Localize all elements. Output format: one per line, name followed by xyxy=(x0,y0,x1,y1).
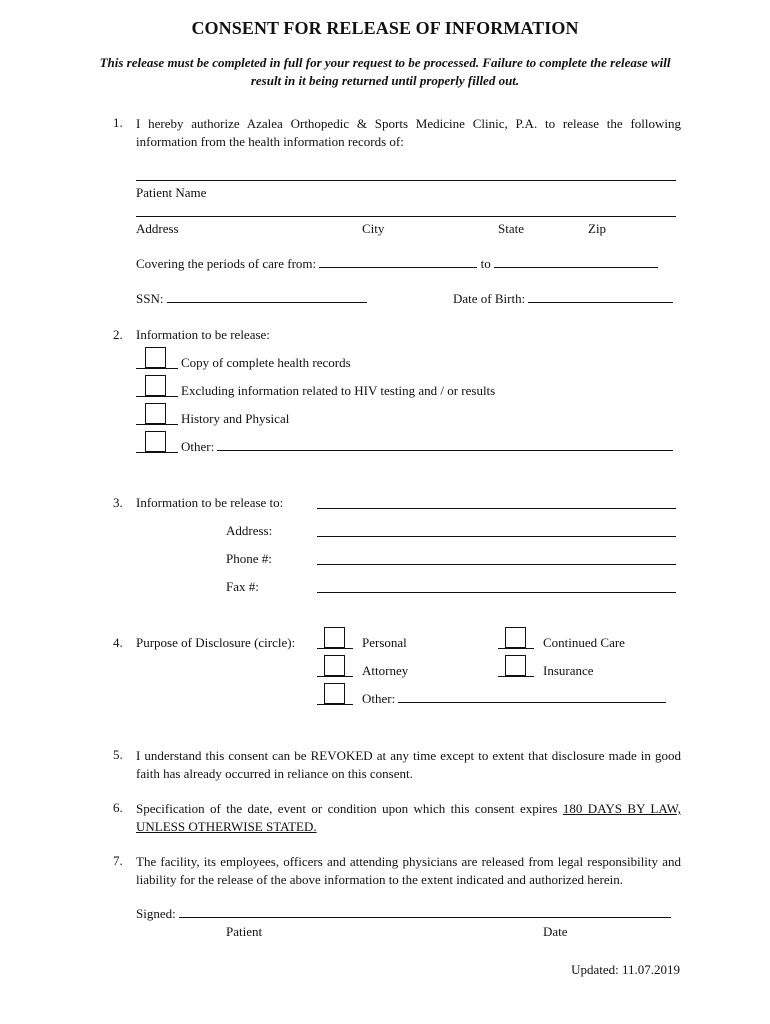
updated-date: Updated: 11.07.2019 xyxy=(571,962,680,977)
section-5-text: I understand this consent can be REVOKED at any time except to extent that disclosure made in good faith has already occurred in reliance on this consent. xyxy=(136,748,681,781)
ssn-label: SSN: xyxy=(136,291,164,306)
option-line xyxy=(136,368,178,369)
recipient-label: Information to be release to: xyxy=(136,495,284,510)
section-7-number: 7. xyxy=(113,853,123,868)
address-label: Address xyxy=(136,221,179,236)
purpose-personal-checkbox[interactable] xyxy=(324,627,345,648)
signature-date-label: Date xyxy=(543,924,568,939)
patient-name-label: Patient Name xyxy=(136,185,207,200)
recipient-name-field[interactable] xyxy=(317,508,676,509)
purpose-attorney-label: Attorney xyxy=(362,663,409,678)
option-other-label: Other: xyxy=(181,439,215,454)
care-period-to-label: to xyxy=(480,256,491,271)
ssn-field[interactable] xyxy=(167,291,367,303)
section-5-number: 5. xyxy=(113,747,123,762)
state-label: State xyxy=(498,221,524,236)
purpose-line xyxy=(498,676,534,677)
option-complete-records-checkbox[interactable] xyxy=(145,347,166,368)
address-line[interactable] xyxy=(136,216,676,217)
signature-field[interactable] xyxy=(179,906,671,918)
signature-row xyxy=(136,906,671,922)
recipient-phone-label: Phone #: xyxy=(226,551,272,566)
purpose-other-field[interactable] xyxy=(398,691,666,703)
zip-label: Zip xyxy=(588,221,607,236)
dob-row xyxy=(453,291,673,307)
option-history-physical-label: History and Physical xyxy=(181,411,290,426)
recipient-address-label: Address: xyxy=(226,523,273,538)
purpose-insurance-label: Insurance xyxy=(543,663,594,678)
purpose-other-label: Other: xyxy=(362,691,396,706)
recipient-fax-label: Fax #: xyxy=(226,579,259,594)
section-2-number: 2. xyxy=(113,327,123,342)
section-4-number: 4. xyxy=(113,635,123,650)
recipient-phone-field[interactable] xyxy=(317,564,676,565)
purpose-line xyxy=(317,676,353,677)
expiration-term: 180 DAYS BY LAW, xyxy=(562,801,681,816)
section-2-label: Information to be release: xyxy=(136,327,270,342)
signed-label: Signed: xyxy=(136,906,176,921)
option-history-physical-checkbox[interactable] xyxy=(145,403,166,424)
purpose-other-row xyxy=(362,691,666,707)
option-line xyxy=(136,424,178,425)
option-excluding-hiv-checkbox[interactable] xyxy=(145,375,166,396)
document-title: CONSENT FOR RELEASE OF INFORMATION xyxy=(191,18,579,38)
care-period-from-field[interactable] xyxy=(319,256,477,268)
recipient-address-field[interactable] xyxy=(317,536,676,537)
purpose-continued-care-checkbox[interactable] xyxy=(505,627,526,648)
option-excluding-hiv-label: Excluding information related to HIV testing and / or results xyxy=(181,383,496,398)
purpose-personal-label: Personal xyxy=(362,635,407,650)
section-6-text xyxy=(136,800,681,836)
patient-name-line[interactable] xyxy=(136,180,676,181)
completion-notice: This release must be completed in full for your request to be processed. Failure to complete the release will result in it being returned until properly filled out. xyxy=(99,55,671,88)
ssn-row xyxy=(136,291,367,307)
purpose-attorney-checkbox[interactable] xyxy=(324,655,345,676)
care-period-label: Covering the periods of care from: xyxy=(136,256,317,271)
purpose-other-checkbox[interactable] xyxy=(324,683,345,704)
purpose-label: Purpose of Disclosure (circle): xyxy=(136,635,296,650)
section-1-text: I hereby authorize Azalea Orthopedic & Sports Medicine Clinic, P.A. to release the following information from the health information records of: xyxy=(136,116,681,149)
expiration-text: Specification of the date, event or condition upon which this consent expires xyxy=(136,801,558,816)
option-complete-records-label: Copy of complete health records xyxy=(181,355,351,370)
signature-patient-label: Patient xyxy=(226,924,263,939)
purpose-line xyxy=(498,648,534,649)
section-6-number: 6. xyxy=(113,800,123,815)
dob-label: Date of Birth: xyxy=(453,291,526,306)
purpose-line xyxy=(317,704,353,705)
section-3-number: 3. xyxy=(113,495,123,510)
option-line xyxy=(136,452,178,453)
care-period-to-field[interactable] xyxy=(494,256,658,268)
option-line xyxy=(136,396,178,397)
option-other-checkbox[interactable] xyxy=(145,431,166,452)
expiration-term-continued: UNLESS OTHERWISE STATED. xyxy=(136,819,317,834)
city-label: City xyxy=(362,221,385,236)
purpose-continued-care-label: Continued Care xyxy=(543,635,625,650)
option-other-field[interactable] xyxy=(217,439,673,451)
purpose-line xyxy=(317,648,353,649)
option-other-row xyxy=(181,439,673,455)
dob-field[interactable] xyxy=(528,291,673,303)
recipient-fax-field[interactable] xyxy=(317,592,676,593)
section-1-number: 1. xyxy=(113,115,123,130)
purpose-insurance-checkbox[interactable] xyxy=(505,655,526,676)
section-7-text: The facility, its employees, officers and attending physicians are released from legal responsibility and liability for the release of the above information to the extent indicated and authorized herein. xyxy=(136,854,681,887)
care-period-row xyxy=(136,256,658,272)
